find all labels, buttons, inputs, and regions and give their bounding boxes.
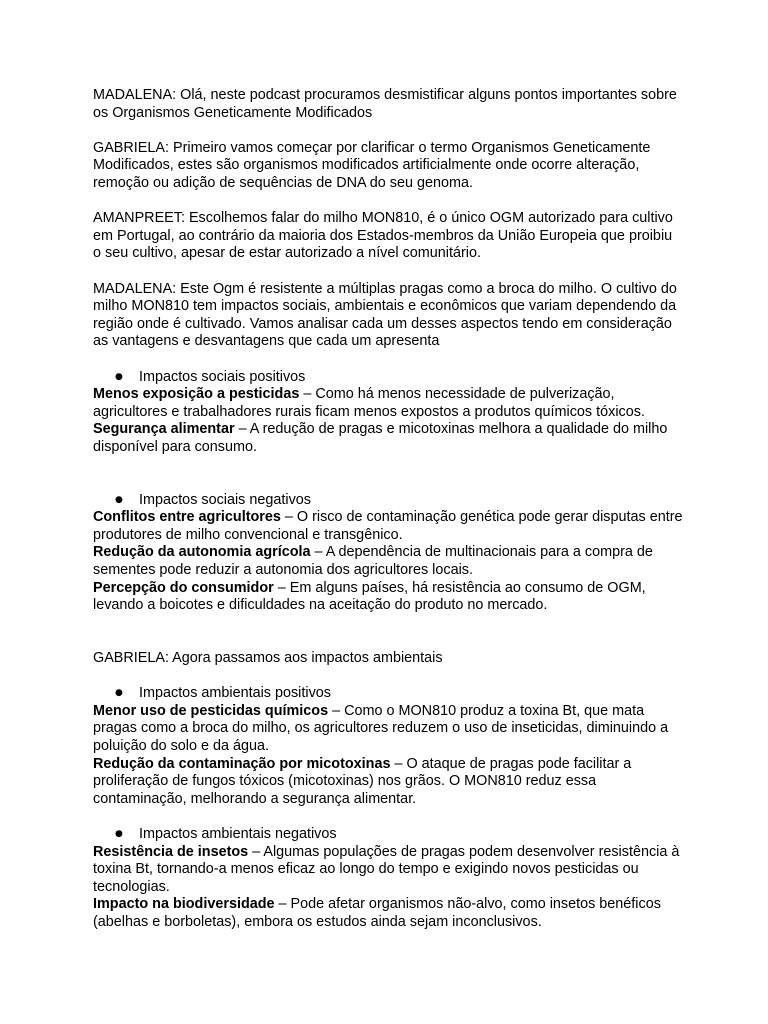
item-social-positive [93,421,683,456]
term: Menor uso de pesticidas químicos [93,702,329,719]
item-env-positive [93,756,683,809]
term: Conflitos entre agricultores [93,509,281,526]
description: – O ataque de pragas pode facilitar a proliferação de fungos tóxicos (micotoxinas) nos grãos. O MON810 reduz essa contaminação, melhorando a segurança alimentar. [93,755,632,807]
term: Segurança alimentar [93,421,235,438]
bullet-social-positive: ● Impactos sociais positivos [93,369,683,387]
paragraph-gabriela-env: GABRIELA: Agora passamos aos impactos ambientais [93,650,443,666]
description: – O risco de contaminação genética pode gerar disputas entre produtores de milho convencional e transgênico. [93,509,683,543]
description: – Algumas populações de pragas podem desenvolver resistência à toxina Bt, tornando-a menos eficaz ao longo do tempo e exigindo novos pesticidas ou tecnologias. [93,843,680,895]
document-page [93,87,683,932]
bullet-social-negative: ● Impactos sociais negativos [93,492,683,510]
description: – Como há menos necessidade de pulverização, agricultores e trabalhadores rurais ficam menos expostos a produtos químicos tóxicos. [93,386,645,420]
bullet-env-negative: ● Impactos ambientais negativos [93,826,683,844]
paragraph-definition: GABRIELA: Primeiro vamos começar por clarificar o termo Organismos Geneticamente Modificados, estes são organismos modificados artificialmente onde ocorre alteração, remoção ou adição de sequências de DNA do seu genoma. [93,139,651,191]
description: – Pode afetar organismos não-alvo, como insetos benéficos (abelhas e borboletas), embora os estudos ainda sejam inconclusivos. [93,896,661,930]
description: – Como o MON810 produz a toxina Bt, que mata pragas como a broca do milho, os agricultores reduzem o uso de inseticidas, diminuindo a poluição do solo e da água. [93,702,669,754]
item-social-positive [93,386,683,421]
description: – A redução de pragas e micotoxinas melhora a qualidade do milho disponível para consumo. [93,421,668,455]
term: Redução da contaminação por micotoxinas [93,755,391,772]
item-env-negative [93,844,683,897]
term: Resistência de insetos [93,843,249,860]
paragraph-intro: MADALENA: Olá, neste podcast procuramos desmistificar alguns pontos importantes sobre os Organismos Geneticamente Modificados [93,87,677,121]
item-social-negative [93,544,683,579]
term: Impacto na biodiversidade [93,896,275,913]
item-env-negative [93,896,683,931]
item-social-negative [93,580,683,615]
term: Redução da autonomia agrícola [93,544,311,561]
item-env-positive [93,703,683,756]
term: Percepção do consumidor [93,579,274,596]
description: – Em alguns países, há resistência ao consumo de OGM, levando a boicotes e dificuldades na aceitação do produto no mercado. [93,579,646,614]
bullet-env-positive: ● Impactos ambientais positivos [93,685,683,703]
term: Menos exposição a pesticidas [93,386,300,403]
description: – A dependência de multinacionais para a compra de sementes pode reduzir a autonomia dos agricultores locais. [93,544,653,579]
paragraph-mon810: AMANPREET: Escolhemos falar do milho MON810, é o único OGM autorizado para cultivo em Portugal, ao contrário da maioria dos Estados-membros da União Europeia que proibiu o seu cultivo, apesar de estar autorizado a nível comunitário. [93,210,673,262]
item-social-negative [93,509,683,544]
paragraph-impacts-intro: MADALENA: Este Ogm é resistente a múltiplas pragas como a broca do milho. O cultivo do milho MON810 tem impactos sociais, ambientais e econômicos que variam dependendo da região onde é cultivado. Vamos analisar cada um desses aspectos tendo em consideração as vantagens e desvantagens que cada um apresenta [93,280,677,350]
